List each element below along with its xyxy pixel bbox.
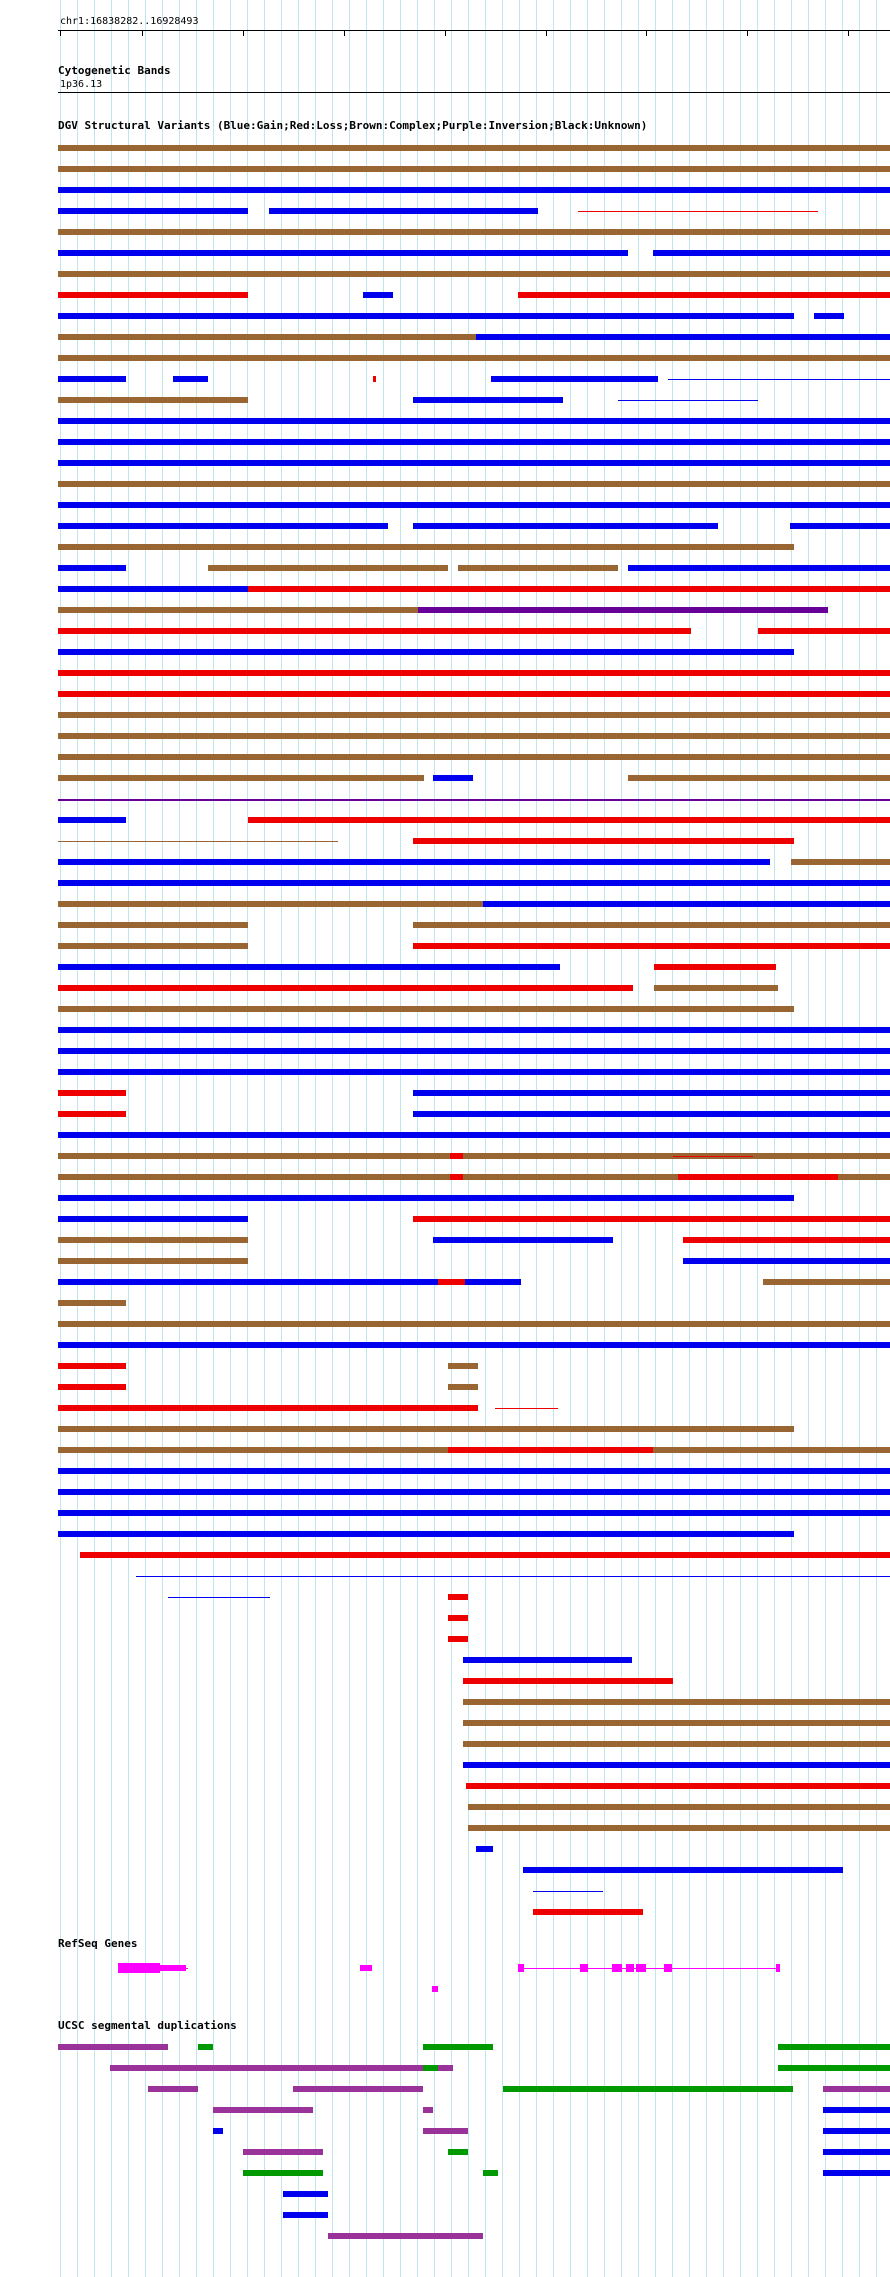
grid-line (519, 0, 520, 2277)
variant-feature[interactable] (491, 376, 658, 382)
variant-feature[interactable] (618, 400, 758, 401)
gene-exons[interactable] (776, 1964, 780, 1972)
variant-feature[interactable] (448, 1594, 468, 1600)
variant-feature[interactable] (448, 1636, 468, 1642)
variant-feature[interactable] (58, 544, 794, 550)
variant-feature[interactable] (448, 1615, 468, 1621)
segdup-feature[interactable] (448, 2149, 468, 2155)
variant-feature[interactable] (58, 1300, 126, 1306)
grid-line (264, 0, 265, 2277)
variant-feature[interactable] (463, 1741, 890, 1747)
variant-feature[interactable] (458, 565, 618, 571)
variant-feature[interactable] (791, 859, 890, 865)
variant-feature[interactable] (413, 880, 890, 886)
grid-line (111, 0, 112, 2277)
segdup-feature[interactable] (213, 2128, 223, 2134)
variant-feature[interactable] (463, 1720, 890, 1726)
variant-feature[interactable] (654, 964, 776, 970)
variant-feature[interactable] (58, 229, 890, 235)
variant-feature[interactable] (413, 943, 890, 949)
variant-feature[interactable] (58, 397, 248, 403)
ruler-tick (546, 30, 547, 36)
variant-feature[interactable] (438, 1279, 465, 1285)
variant-feature[interactable] (413, 1111, 890, 1117)
grid-line (740, 0, 741, 2277)
grid-line (689, 0, 690, 2277)
variant-feature[interactable] (653, 250, 890, 256)
variant-feature[interactable] (58, 1258, 248, 1264)
segdup-feature[interactable] (198, 2044, 213, 2050)
grid-line (723, 0, 724, 2277)
variant-feature[interactable] (58, 1237, 248, 1243)
gene-exons[interactable] (580, 1964, 588, 1972)
grid-line (128, 0, 129, 2277)
variant-feature[interactable] (413, 838, 794, 844)
variant-feature[interactable] (58, 271, 890, 277)
ruler-axis (58, 30, 890, 31)
segdup-feature[interactable] (58, 2044, 168, 2050)
variant-feature[interactable] (518, 292, 890, 298)
variant-feature[interactable] (790, 523, 890, 529)
ruler-tick (848, 30, 849, 36)
grid-line (383, 0, 384, 2277)
variant-feature[interactable] (578, 211, 818, 212)
variant-feature[interactable] (450, 1153, 463, 1159)
segdup-feature[interactable] (823, 2107, 890, 2113)
grid-line (315, 0, 316, 2277)
ruler-tick (747, 30, 748, 36)
variant-feature[interactable] (248, 586, 890, 592)
gene-exons[interactable] (626, 1964, 634, 1972)
variant-feature[interactable] (58, 313, 794, 319)
segdup-feature[interactable] (243, 2170, 323, 2176)
segdup-feature[interactable] (778, 2065, 890, 2071)
grid-line (825, 0, 826, 2277)
gene-exons[interactable] (432, 1986, 438, 1992)
variant-feature[interactable] (58, 1531, 794, 1537)
variant-feature[interactable] (58, 1153, 890, 1159)
variant-feature[interactable] (58, 1426, 794, 1432)
variant-feature[interactable] (58, 1027, 890, 1033)
variant-feature[interactable] (58, 607, 418, 613)
variant-feature[interactable] (58, 523, 388, 529)
grid-line (655, 0, 656, 2277)
cytoband-label: 1p36.13 (60, 79, 103, 90)
segdup-feature[interactable] (293, 2086, 423, 2092)
variant-feature[interactable] (668, 379, 890, 380)
variant-feature[interactable] (248, 817, 890, 823)
variant-feature[interactable] (58, 418, 890, 424)
grid-line (485, 0, 486, 2277)
grid-line (604, 0, 605, 2277)
dgv-divider (58, 800, 890, 801)
variant-feature[interactable] (58, 1090, 126, 1096)
variant-feature[interactable] (448, 1363, 478, 1369)
segdup-feature[interactable] (823, 2149, 890, 2155)
variant-feature[interactable] (495, 1408, 558, 1409)
segdup-feature[interactable] (423, 2065, 438, 2071)
cytoband-track (58, 92, 890, 93)
variant-feature[interactable] (448, 1384, 478, 1390)
segdup-feature[interactable] (423, 2107, 433, 2113)
variant-feature[interactable] (673, 1156, 753, 1157)
variant-feature[interactable] (418, 607, 828, 613)
variant-feature[interactable] (58, 712, 890, 718)
grid-line (621, 0, 622, 2277)
variant-feature[interactable] (58, 691, 890, 697)
variant-feature[interactable] (628, 565, 890, 571)
variant-feature[interactable] (533, 1909, 643, 1915)
grid-line (842, 0, 843, 2277)
grid-line (213, 0, 214, 2277)
variant-feature[interactable] (58, 859, 770, 865)
grid-line (247, 0, 248, 2277)
grid-line (774, 0, 775, 2277)
segdup-feature[interactable] (503, 2086, 793, 2092)
grid-line (332, 0, 333, 2277)
variant-feature[interactable] (58, 670, 890, 676)
variant-feature[interactable] (476, 1846, 493, 1852)
ruler-tick (60, 30, 61, 36)
variant-feature[interactable] (58, 292, 248, 298)
variant-feature[interactable] (58, 1132, 890, 1138)
grid-line (349, 0, 350, 2277)
ruler-tick (445, 30, 446, 36)
gene-exons[interactable] (664, 1964, 672, 1972)
variant-feature[interactable] (683, 1258, 890, 1264)
gene-exons[interactable] (360, 1965, 372, 1971)
variant-feature[interactable] (58, 733, 890, 739)
grid-line (162, 0, 163, 2277)
variant-feature[interactable] (413, 1090, 890, 1096)
segdup-feature[interactable] (823, 2128, 890, 2134)
segdup-feature[interactable] (423, 2128, 468, 2134)
variant-feature[interactable] (58, 1489, 890, 1495)
segdup-feature[interactable] (148, 2086, 198, 2092)
variant-feature[interactable] (413, 397, 563, 403)
segdup-feature[interactable] (283, 2212, 328, 2218)
grid-line (706, 0, 707, 2277)
variant-feature[interactable] (58, 817, 126, 823)
grid-line (757, 0, 758, 2277)
grid-line (145, 0, 146, 2277)
grid-line (587, 0, 588, 2277)
variant-feature[interactable] (483, 901, 890, 907)
variant-feature[interactable] (58, 1384, 126, 1390)
grid-line (366, 0, 367, 2277)
variant-feature[interactable] (58, 187, 890, 193)
grid-line (808, 0, 809, 2277)
variant-feature[interactable] (433, 1237, 613, 1243)
grid-line (451, 0, 452, 2277)
variant-feature[interactable] (168, 1597, 270, 1598)
variant-feature[interactable] (58, 922, 248, 928)
grid-line (553, 0, 554, 2277)
ruler-tick (142, 30, 143, 36)
gene-intron (118, 1968, 188, 1969)
grid-line (400, 0, 401, 2277)
variant-feature[interactable] (463, 1762, 890, 1768)
gene-exons[interactable] (636, 1964, 646, 1972)
segdup-feature[interactable] (283, 2191, 328, 2197)
variant-feature[interactable] (814, 313, 844, 319)
grid-line (570, 0, 571, 2277)
variant-feature[interactable] (58, 250, 628, 256)
variant-feature[interactable] (654, 985, 778, 991)
gene-exons[interactable] (612, 1964, 622, 1972)
grid-line (281, 0, 282, 2277)
variant-feature[interactable] (208, 565, 448, 571)
variant-feature[interactable] (466, 1783, 890, 1789)
coordinate-readout: chr1:16838282..16928493 (60, 16, 199, 27)
segdup-track-title: UCSC segmental duplications (58, 2019, 237, 2032)
gene-intron (518, 1968, 780, 1969)
variant-feature[interactable] (58, 355, 890, 361)
cytogenetic-bands-title: Cytogenetic Bands (58, 64, 171, 77)
variant-feature[interactable] (448, 1447, 653, 1453)
grid-line (60, 0, 61, 2277)
variant-feature[interactable] (58, 1048, 890, 1054)
variant-feature[interactable] (58, 565, 126, 571)
variant-feature[interactable] (58, 880, 438, 886)
ruler-tick (646, 30, 647, 36)
grid-line (638, 0, 639, 2277)
variant-feature[interactable] (58, 628, 691, 634)
variant-feature[interactable] (136, 1576, 890, 1577)
variant-feature[interactable] (58, 1510, 890, 1516)
variant-feature[interactable] (413, 1216, 890, 1222)
grid-line (417, 0, 418, 2277)
segdup-feature[interactable] (778, 2044, 890, 2050)
variant-feature[interactable] (58, 649, 794, 655)
grid-line (468, 0, 469, 2277)
variant-feature[interactable] (758, 628, 890, 634)
variant-feature[interactable] (533, 1891, 603, 1892)
variant-feature[interactable] (58, 1405, 478, 1411)
grid-line (791, 0, 792, 2277)
segdup-feature[interactable] (423, 2044, 493, 2050)
variant-feature[interactable] (58, 1111, 126, 1117)
variant-feature[interactable] (463, 1657, 632, 1663)
grid-line (876, 0, 877, 2277)
grid-line (230, 0, 231, 2277)
variant-feature[interactable] (373, 376, 376, 382)
variant-feature[interactable] (58, 1321, 890, 1327)
variant-feature[interactable] (58, 964, 560, 970)
variant-feature[interactable] (433, 775, 473, 781)
variant-feature[interactable] (58, 502, 890, 508)
variant-feature[interactable] (678, 1174, 838, 1180)
variant-feature[interactable] (468, 1804, 890, 1810)
variant-feature[interactable] (58, 208, 248, 214)
variant-feature[interactable] (58, 754, 890, 760)
segdup-feature[interactable] (243, 2149, 323, 2155)
grid-line (196, 0, 197, 2277)
ruler-tick (243, 30, 244, 36)
grid-line (672, 0, 673, 2277)
grid-line (859, 0, 860, 2277)
segdup-feature[interactable] (328, 2233, 483, 2239)
variant-feature[interactable] (173, 376, 208, 382)
variant-feature[interactable] (58, 481, 890, 487)
variant-feature[interactable] (58, 1195, 794, 1201)
ruler-tick (344, 30, 345, 36)
gene-exons[interactable] (518, 1964, 524, 1972)
segdup-feature[interactable] (823, 2086, 890, 2092)
variant-feature[interactable] (413, 1069, 890, 1075)
variant-feature[interactable] (58, 376, 126, 382)
variant-feature[interactable] (58, 1216, 248, 1222)
grid-line (434, 0, 435, 2277)
variant-feature[interactable] (58, 1006, 794, 1012)
variant-feature[interactable] (363, 292, 393, 298)
segdup-feature[interactable] (483, 2170, 498, 2176)
segdup-feature[interactable] (823, 2170, 890, 2176)
grid-line (77, 0, 78, 2277)
grid-line (502, 0, 503, 2277)
variant-feature[interactable] (413, 523, 718, 529)
variant-feature[interactable] (450, 1174, 463, 1180)
variant-feature[interactable] (58, 145, 890, 151)
variant-feature[interactable] (58, 460, 890, 466)
segdup-feature[interactable] (213, 2107, 313, 2113)
variant-feature[interactable] (826, 337, 890, 338)
grid-line (298, 0, 299, 2277)
variant-feature[interactable] (269, 208, 538, 214)
dgv-track-title: DGV Structural Variants (Blue:Gain;Red:Loss;Brown:Complex;Purple:Inversion;Black:Unknown) (58, 119, 648, 132)
variant-feature[interactable] (628, 775, 890, 781)
variant-feature[interactable] (58, 775, 424, 781)
variant-feature[interactable] (58, 1363, 126, 1369)
grid-line (536, 0, 537, 2277)
variant-feature[interactable] (463, 1699, 890, 1705)
variant-feature[interactable] (58, 166, 890, 172)
variant-feature[interactable] (498, 1468, 890, 1474)
segdup-feature[interactable] (110, 2065, 453, 2071)
variant-feature[interactable] (463, 1678, 673, 1684)
variant-feature[interactable] (58, 1342, 890, 1348)
refseq-track-title: RefSeq Genes (58, 1937, 138, 1950)
variant-feature[interactable] (58, 586, 248, 592)
variant-feature[interactable] (58, 943, 248, 949)
variant-feature[interactable] (523, 1867, 843, 1873)
variant-feature[interactable] (683, 1237, 890, 1243)
variant-feature[interactable] (468, 1825, 890, 1831)
variant-feature[interactable] (763, 1279, 890, 1285)
variant-feature[interactable] (80, 1552, 890, 1558)
grid-line (179, 0, 180, 2277)
variant-feature[interactable] (413, 922, 890, 928)
variant-feature[interactable] (58, 841, 338, 842)
variant-feature[interactable] (58, 439, 890, 445)
variant-feature[interactable] (58, 985, 633, 991)
grid-line (94, 0, 95, 2277)
